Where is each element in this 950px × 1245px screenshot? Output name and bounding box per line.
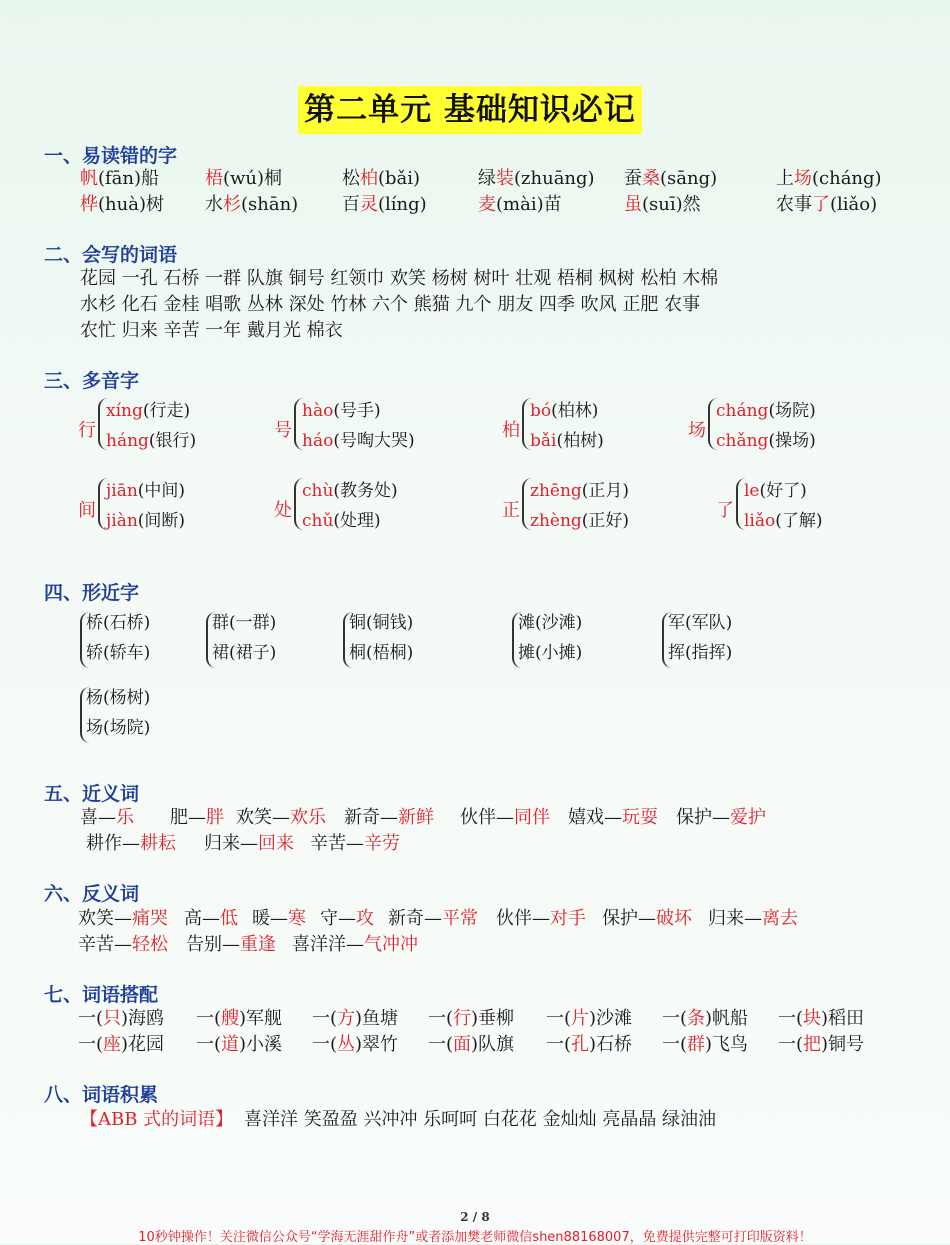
misread-char-item bbox=[342, 164, 420, 190]
base-word: 嬉戏— bbox=[568, 807, 622, 828]
example-word: (行走) bbox=[142, 401, 191, 421]
antonym-pair bbox=[496, 904, 586, 930]
pair-line-2: 摊(小摊) bbox=[518, 643, 583, 663]
reading-2 bbox=[106, 426, 196, 451]
pinyin: jiàn bbox=[106, 511, 138, 531]
misread-char-item bbox=[205, 190, 298, 216]
misread-char-item bbox=[80, 190, 164, 216]
noun: )花园 bbox=[121, 1034, 165, 1055]
base-word: 喜洋洋— bbox=[292, 934, 364, 955]
polyphone-char: 行 bbox=[78, 420, 96, 441]
pinyin-text: (cháng) bbox=[812, 168, 882, 189]
measure-word: 片 bbox=[571, 1008, 590, 1029]
example-word: (处理) bbox=[333, 511, 381, 531]
measure-word-item bbox=[662, 1030, 748, 1056]
reading-1 bbox=[106, 476, 185, 501]
answer-word: 离去 bbox=[762, 908, 798, 929]
section-3-heading: 三、多音字 bbox=[44, 370, 140, 392]
s2-line-2: 水杉 化石 金桂 唱歌 丛林 深处 竹林 六个 熊猫 九个 朋友 四季 吹风 正肥 农事 bbox=[80, 294, 701, 315]
answer-word: 爱护 bbox=[730, 807, 766, 828]
prefix: 一( bbox=[778, 1034, 804, 1055]
measure-word-item bbox=[662, 1004, 748, 1030]
example-word: (正月) bbox=[581, 481, 630, 501]
section-8-heading: 八、词语积累 bbox=[44, 1084, 159, 1106]
reading-1 bbox=[716, 396, 816, 421]
answer-word: 乐 bbox=[116, 807, 134, 828]
pair-line-2: 裙(裙子) bbox=[212, 643, 277, 663]
base-word: 欢笑— bbox=[236, 807, 290, 828]
answer-word: 胖 bbox=[206, 807, 224, 828]
misread-char-item bbox=[776, 164, 882, 190]
base-word: 伙伴— bbox=[496, 908, 550, 929]
base-word: 辛苦— bbox=[310, 833, 364, 854]
misread-char-item bbox=[80, 164, 159, 190]
synonym-pair bbox=[676, 803, 766, 829]
pinyin-text: (sāng) bbox=[660, 168, 718, 189]
example-word: (好了) bbox=[759, 481, 807, 501]
char-highlight: 桑 bbox=[642, 168, 660, 189]
measure-word-item bbox=[312, 1004, 398, 1030]
char-text: 绿 bbox=[478, 168, 496, 189]
measure-word-item bbox=[78, 1004, 164, 1030]
polyphone-char: 柏 bbox=[502, 420, 520, 441]
base-word: 伙伴— bbox=[460, 807, 514, 828]
char-text: 帆 bbox=[80, 168, 98, 189]
char-text: 百 bbox=[342, 194, 360, 215]
example-word: (中间) bbox=[137, 481, 186, 501]
noun: )沙滩 bbox=[589, 1008, 633, 1029]
synonym-pair bbox=[80, 803, 134, 829]
base-word: 高— bbox=[184, 908, 220, 929]
measure-word: 面 bbox=[453, 1034, 472, 1055]
pinyin: chù bbox=[302, 481, 334, 501]
pinyin: cháng bbox=[716, 401, 769, 421]
char-text: 蚕 bbox=[624, 168, 642, 189]
synonym-pair bbox=[310, 829, 400, 855]
noun: )军舰 bbox=[239, 1008, 283, 1029]
reading-2 bbox=[106, 506, 185, 531]
base-word: 归来— bbox=[708, 908, 762, 929]
measure-word-item bbox=[428, 1004, 514, 1030]
section-2-heading: 二、会写的词语 bbox=[44, 244, 178, 266]
answer-word: 重逢 bbox=[240, 934, 276, 955]
synonym-pair bbox=[568, 803, 658, 829]
prefix: 一( bbox=[312, 1008, 338, 1029]
answer-word: 攻 bbox=[356, 908, 374, 929]
answer-word: 气冲冲 bbox=[364, 934, 418, 955]
noun: )石桥 bbox=[589, 1034, 633, 1055]
measure-word: 艘 bbox=[221, 1008, 240, 1029]
answer-word: 低 bbox=[220, 908, 238, 929]
antonym-pair bbox=[320, 904, 374, 930]
prefix: 一( bbox=[428, 1034, 454, 1055]
reading-1 bbox=[302, 476, 398, 501]
synonym-pair bbox=[86, 829, 176, 855]
measure-word-item bbox=[428, 1030, 514, 1056]
misread-char-item bbox=[478, 164, 595, 190]
pinyin: háo bbox=[302, 431, 334, 451]
pinyin-text: (huà)树 bbox=[98, 194, 164, 215]
char-highlight: 麦 bbox=[478, 194, 496, 215]
measure-word: 把 bbox=[803, 1034, 822, 1055]
misread-char-item bbox=[624, 164, 717, 190]
misread-char-item bbox=[478, 190, 562, 216]
measure-word: 座 bbox=[103, 1034, 122, 1055]
pinyin-text: (fān)船 bbox=[98, 168, 160, 189]
base-word: 告别— bbox=[186, 934, 240, 955]
char-highlight: 灵 bbox=[360, 194, 378, 215]
char-text: 农事 bbox=[776, 194, 812, 215]
measure-word: 道 bbox=[221, 1034, 240, 1055]
polyphone-char: 号 bbox=[274, 420, 292, 441]
example-word: (号啕大哭) bbox=[333, 431, 415, 451]
noun: )帆船 bbox=[705, 1008, 749, 1029]
example-word: (号手) bbox=[333, 401, 381, 421]
pinyin: xíng bbox=[106, 401, 143, 421]
measure-word-item bbox=[546, 1030, 632, 1056]
pinyin: bó bbox=[530, 401, 552, 421]
antonym-pair bbox=[184, 904, 238, 930]
base-word: 新奇— bbox=[388, 908, 442, 929]
pinyin: liǎo bbox=[744, 511, 776, 531]
pinyin: jiān bbox=[106, 481, 138, 501]
abb-words: 喜洋洋 笑盈盈 兴冲冲 乐呵呵 白花花 金灿灿 亮晶晶 绿油油 bbox=[244, 1109, 717, 1130]
reading-2 bbox=[744, 506, 823, 531]
base-word: 暖— bbox=[252, 908, 288, 929]
answer-word: 回来 bbox=[258, 833, 294, 854]
prefix: 一( bbox=[428, 1008, 454, 1029]
pair-line-1: 铜(铜钱) bbox=[349, 613, 414, 633]
pinyin-text: (mài)苗 bbox=[496, 194, 562, 215]
pair-line-2: 挥(指挥) bbox=[668, 643, 733, 663]
pair-line-2: 轿(轿车) bbox=[86, 643, 151, 663]
noun: )小溪 bbox=[239, 1034, 283, 1055]
section-5-heading: 五、近义词 bbox=[44, 783, 140, 805]
noun: )鱼塘 bbox=[355, 1008, 399, 1029]
synonym-pair bbox=[170, 803, 224, 829]
measure-word-item bbox=[78, 1030, 164, 1056]
char-highlight: 装 bbox=[496, 168, 514, 189]
pinyin: háng bbox=[106, 431, 149, 451]
base-word: 耕作— bbox=[86, 833, 140, 854]
antonym-pair bbox=[252, 904, 306, 930]
polyphone-char: 处 bbox=[274, 500, 292, 521]
example-word: (操场) bbox=[768, 431, 816, 451]
pinyin-text: (shān) bbox=[241, 194, 299, 215]
misread-char-item bbox=[205, 164, 282, 190]
answer-word: 平常 bbox=[442, 908, 478, 929]
base-word: 辛苦— bbox=[78, 934, 132, 955]
base-word: 保护— bbox=[676, 807, 730, 828]
synonym-pair bbox=[204, 829, 294, 855]
pair-line-1: 群(一群) bbox=[212, 613, 277, 633]
answer-word: 玩耍 bbox=[622, 807, 658, 828]
polyphone-char: 正 bbox=[502, 500, 520, 521]
antonym-pair bbox=[708, 904, 798, 930]
synonym-pair bbox=[236, 803, 326, 829]
measure-word: 块 bbox=[803, 1008, 822, 1029]
answer-word: 同伴 bbox=[514, 807, 550, 828]
base-word: 守— bbox=[320, 908, 356, 929]
reading-1 bbox=[302, 396, 381, 421]
answer-word: 对手 bbox=[550, 908, 586, 929]
synonym-pair bbox=[344, 803, 434, 829]
pinyin: bǎi bbox=[530, 431, 557, 451]
answer-word: 轻松 bbox=[132, 934, 168, 955]
char-text: 水 bbox=[205, 194, 223, 215]
page-title: 第二单元 基础知识必记 bbox=[298, 86, 642, 134]
pair-line-1: 杨(杨树) bbox=[86, 688, 151, 708]
footer-notice: 10秒钟操作！关注微信公众号“学海无涯甜作舟”或者添加樊老师微信shen88168007，免费提供完整可打印版资料！ bbox=[138, 1230, 812, 1245]
base-word: 归来— bbox=[204, 833, 258, 854]
base-word: 喜— bbox=[80, 807, 116, 828]
answer-word: 辛劳 bbox=[364, 833, 400, 854]
char-highlight: 了 bbox=[812, 194, 830, 215]
reading-2 bbox=[302, 426, 415, 451]
answer-word: 新鲜 bbox=[398, 807, 434, 828]
reading-2 bbox=[716, 426, 816, 451]
antonym-pair bbox=[388, 904, 478, 930]
section-6-heading: 六、反义词 bbox=[44, 883, 140, 905]
noun: )稻田 bbox=[821, 1008, 865, 1029]
measure-word-item bbox=[196, 1030, 282, 1056]
char-text: 松 bbox=[342, 168, 360, 189]
base-word: 保护— bbox=[602, 908, 656, 929]
measure-word-item bbox=[312, 1030, 398, 1056]
reading-2 bbox=[302, 506, 381, 531]
misread-char-item bbox=[624, 190, 701, 216]
pinyin-text: (bǎi) bbox=[378, 168, 421, 189]
base-word: 欢笑— bbox=[78, 908, 132, 929]
misread-char-item bbox=[342, 190, 427, 216]
example-word: (了解) bbox=[775, 511, 823, 531]
noun: )铜号 bbox=[821, 1034, 865, 1055]
prefix: 一( bbox=[78, 1008, 104, 1029]
page-number: 2 / 8 bbox=[460, 1210, 490, 1224]
base-word: 新奇— bbox=[344, 807, 398, 828]
polyphone-char: 场 bbox=[688, 420, 706, 441]
polyphone-char: 了 bbox=[716, 500, 734, 521]
reading-2 bbox=[530, 506, 629, 531]
pair-line-2: 场(场院) bbox=[86, 718, 151, 738]
antonym-pair bbox=[292, 930, 418, 956]
pinyin: chǔ bbox=[302, 511, 334, 531]
pinyin: hào bbox=[302, 401, 334, 421]
s2-line-1: 花园 一孔 石桥 一群 队旗 铜号 红领巾 欢笑 杨树 树叶 壮观 梧桐 枫树 松柏 木棉 bbox=[80, 268, 719, 289]
noun: )队旗 bbox=[471, 1034, 515, 1055]
measure-word-item bbox=[778, 1030, 864, 1056]
pair-line-1: 滩(沙滩) bbox=[518, 613, 583, 633]
prefix: 一( bbox=[196, 1008, 222, 1029]
reading-1 bbox=[744, 476, 807, 501]
antonym-pair bbox=[186, 930, 276, 956]
pinyin: zhēng bbox=[530, 481, 582, 501]
synonym-pair bbox=[460, 803, 550, 829]
s2-line-3: 农忙 归来 辛苦 一年 戴月光 棉衣 bbox=[80, 320, 343, 341]
measure-word: 方 bbox=[337, 1008, 356, 1029]
noun: )垂柳 bbox=[471, 1008, 515, 1029]
measure-word: 丛 bbox=[337, 1034, 356, 1055]
prefix: 一( bbox=[312, 1034, 338, 1055]
pinyin: chǎng bbox=[716, 431, 769, 451]
answer-word: 耕耘 bbox=[140, 833, 176, 854]
pinyin-text: (wú)桐 bbox=[223, 168, 283, 189]
antonym-pair bbox=[78, 930, 168, 956]
char-highlight: 柏 bbox=[360, 168, 378, 189]
example-word: (银行) bbox=[148, 431, 197, 451]
reading-1 bbox=[530, 396, 598, 421]
reading-1 bbox=[530, 476, 629, 501]
measure-word: 群 bbox=[687, 1034, 706, 1055]
answer-word: 寒 bbox=[288, 908, 306, 929]
section-1-heading: 一、易读错的字 bbox=[44, 145, 178, 167]
char-highlight: 虽 bbox=[624, 194, 642, 215]
example-word: (正好) bbox=[581, 511, 630, 531]
answer-word: 痛哭 bbox=[132, 908, 168, 929]
reading-1 bbox=[106, 396, 190, 421]
pinyin-text: (liǎo) bbox=[830, 194, 878, 215]
measure-word: 条 bbox=[687, 1008, 706, 1029]
measure-word-item bbox=[778, 1004, 864, 1030]
measure-word: 只 bbox=[103, 1008, 122, 1029]
measure-word-item bbox=[546, 1004, 632, 1030]
prefix: 一( bbox=[662, 1034, 688, 1055]
pinyin-text: (suī)然 bbox=[642, 194, 701, 215]
char-highlight: 场 bbox=[794, 168, 812, 189]
example-word: (场院) bbox=[768, 401, 816, 421]
measure-word: 孔 bbox=[571, 1034, 590, 1055]
section-4-heading: 四、形近字 bbox=[44, 582, 140, 604]
polyphone-char: 间 bbox=[78, 500, 96, 521]
measure-word-item bbox=[196, 1004, 282, 1030]
measure-word: 行 bbox=[453, 1008, 472, 1029]
prefix: 一( bbox=[546, 1008, 572, 1029]
char-text: 上 bbox=[776, 168, 794, 189]
noun: )海鸥 bbox=[121, 1008, 165, 1029]
pinyin: zhèng bbox=[530, 511, 582, 531]
prefix: 一( bbox=[778, 1008, 804, 1029]
reading-2 bbox=[530, 426, 604, 451]
example-word: (柏林) bbox=[551, 401, 599, 421]
pair-line-1: 桥(石桥) bbox=[86, 613, 151, 633]
answer-word: 破坏 bbox=[656, 908, 692, 929]
char-text: 梧 bbox=[205, 168, 223, 189]
char-highlight: 桦 bbox=[80, 194, 98, 215]
char-highlight: 杉 bbox=[223, 194, 241, 215]
example-word: (间断) bbox=[137, 511, 186, 531]
answer-word: 欢乐 bbox=[290, 807, 326, 828]
prefix: 一( bbox=[78, 1034, 104, 1055]
noun: )飞鸟 bbox=[705, 1034, 749, 1055]
base-word: 肥— bbox=[170, 807, 206, 828]
antonym-pair bbox=[602, 904, 692, 930]
example-word: (柏树) bbox=[556, 431, 604, 451]
antonym-pair bbox=[78, 904, 168, 930]
pinyin-text: (líng) bbox=[378, 194, 427, 215]
example-word: (教务处) bbox=[333, 481, 398, 501]
prefix: 一( bbox=[662, 1008, 688, 1029]
noun: )翠竹 bbox=[355, 1034, 399, 1055]
pair-line-2: 桐(梧桐) bbox=[349, 643, 414, 663]
misread-char-item bbox=[776, 190, 877, 216]
prefix: 一( bbox=[546, 1034, 572, 1055]
pinyin-text: (zhuāng) bbox=[514, 168, 595, 189]
prefix: 一( bbox=[196, 1034, 222, 1055]
pinyin: le bbox=[744, 481, 760, 501]
abb-label: 【ABB 式的词语】 bbox=[80, 1109, 234, 1130]
section-7-heading: 七、词语搭配 bbox=[44, 984, 159, 1006]
pair-line-1: 军(军队) bbox=[668, 613, 733, 633]
